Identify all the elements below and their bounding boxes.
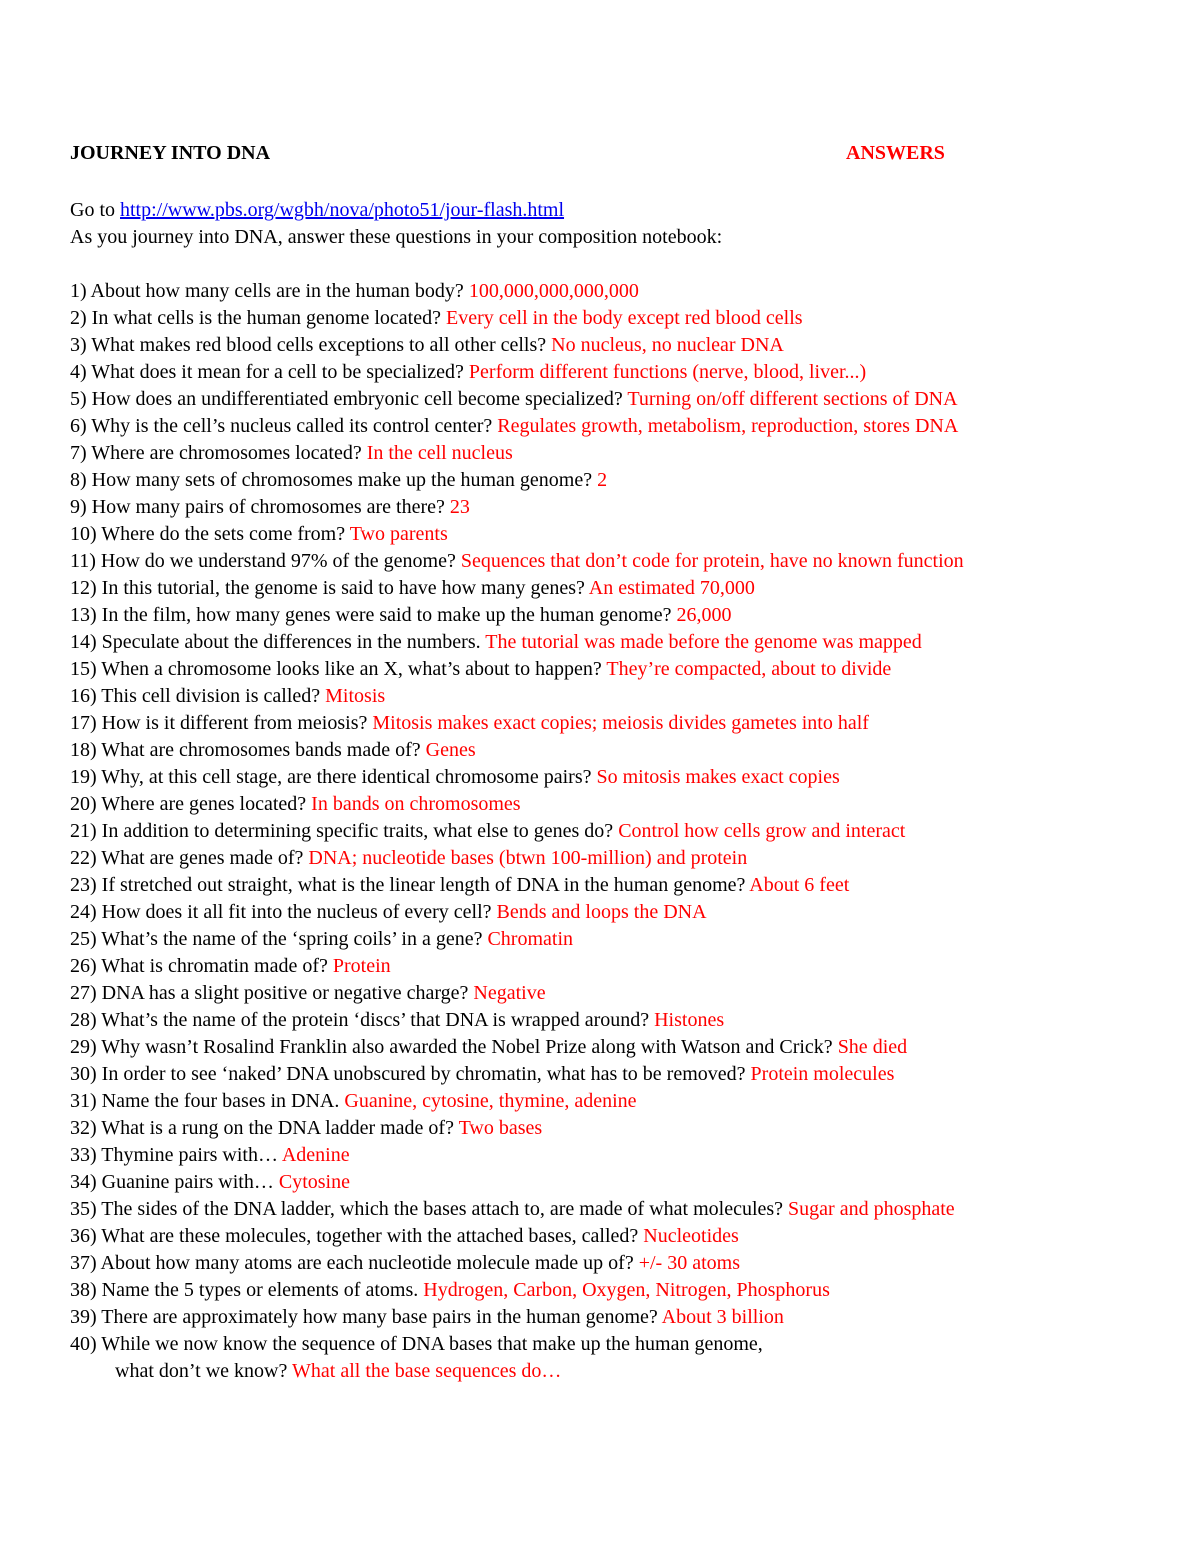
answer-text: 100,000,000,000,000 xyxy=(468,280,639,302)
question-text: 15) When a chromosome looks like an X, what’s about to happen? xyxy=(70,658,607,680)
answer-text: Protein molecules xyxy=(750,1063,895,1085)
worksheet-page xyxy=(70,142,1190,1385)
question-33 xyxy=(70,1142,1190,1169)
question-text: what don’t we know? xyxy=(115,1360,293,1382)
question-text: 9) How many pairs of chromosomes are there? xyxy=(70,496,450,518)
answer-text: +/- 30 atoms xyxy=(638,1252,740,1274)
question-text: 21) In addition to determining specific traits, what else to genes do? xyxy=(70,820,619,842)
question-text: 14) Speculate about the differences in the numbers. xyxy=(70,631,486,653)
answer-text: Negative xyxy=(473,982,546,1004)
question-text: 7) Where are chromosomes located? xyxy=(70,442,367,464)
question-text: 2) In what cells is the human genome located? xyxy=(70,307,446,329)
question-text: 5) How does an undifferentiated embryonic cell become specialized? xyxy=(70,388,628,410)
question-4 xyxy=(70,359,1190,386)
question-21 xyxy=(70,818,1190,845)
question-30 xyxy=(70,1061,1190,1088)
question-19 xyxy=(70,764,1190,791)
question-26 xyxy=(70,953,1190,980)
answer-text: Perform different functions (nerve, blood, liver...) xyxy=(468,361,867,383)
question-9 xyxy=(70,494,1190,521)
answer-text: 23 xyxy=(449,496,470,518)
intro xyxy=(70,197,1190,251)
answers-label: ANSWERS xyxy=(846,142,945,164)
answer-text: Regulates growth, metabolism, reproduction, stores DNA xyxy=(497,415,959,437)
question-text: 23) If stretched out straight, what is the linear length of DNA in the human genome? xyxy=(70,874,750,896)
answer-text: About 6 feet xyxy=(749,874,850,896)
answer-text: Sugar and phosphate xyxy=(788,1198,955,1220)
question-1 xyxy=(70,278,1190,305)
answer-text: 2 xyxy=(597,469,608,491)
answer-text: Every cell in the body except red blood cells xyxy=(446,307,803,329)
answer-text: Bends and loops the DNA xyxy=(496,901,707,923)
question-text: 18) What are chromosomes bands made of? xyxy=(70,739,426,761)
question-text: 30) In order to see ‘naked’ DNA unobscured by chromatin, what has to be removed? xyxy=(70,1063,751,1085)
question-text: 22) What are genes made of? xyxy=(70,847,309,869)
question-37 xyxy=(70,1250,1190,1277)
answer-text: Sequences that don’t code for protein, have no known function xyxy=(460,550,964,572)
question-6 xyxy=(70,413,1190,440)
question-text: 24) How does it all fit into the nucleus of every cell? xyxy=(70,901,497,923)
answer-text: No nucleus, no nuclear DNA xyxy=(551,334,784,356)
answer-text: Chromatin xyxy=(487,928,574,950)
question-text: 39) There are approximately how many base pairs in the human genome? xyxy=(70,1306,662,1328)
question-text: 40) While we now know the sequence of DNA bases that make up the human genome, xyxy=(70,1333,763,1355)
question-text: 35) The sides of the DNA ladder, which the bases attach to, are made of what molecules? xyxy=(70,1198,789,1220)
answer-text: Nucleotides xyxy=(643,1225,739,1247)
question-text: 6) Why is the cell’s nucleus called its control center? xyxy=(70,415,498,437)
question-16 xyxy=(70,683,1190,710)
answer-text: About 3 billion xyxy=(661,1306,784,1328)
answer-text: Genes xyxy=(425,739,476,761)
answer-text: The tutorial was made before the genome was mapped xyxy=(485,631,922,653)
answer-text: Two bases xyxy=(458,1117,543,1139)
worksheet-title: JOURNEY INTO DNA xyxy=(70,142,271,164)
question-23 xyxy=(70,872,1190,899)
question-text: 17) How is it different from meiosis? xyxy=(70,712,373,734)
question-31 xyxy=(70,1088,1190,1115)
question-text: 38) Name the 5 types or elements of atoms. xyxy=(70,1279,424,1301)
question-text: 36) What are these molecules, together with the attached bases, called? xyxy=(70,1225,644,1247)
question-15 xyxy=(70,656,1190,683)
question-36 xyxy=(70,1223,1190,1250)
question-11 xyxy=(70,548,1190,575)
question-text: 32) What is a rung on the DNA ladder made of? xyxy=(70,1117,459,1139)
question-text: 31) Name the four bases in DNA. xyxy=(70,1090,345,1112)
question-27 xyxy=(70,980,1190,1007)
question-continuation xyxy=(70,1358,1190,1385)
question-39 xyxy=(70,1304,1190,1331)
question-text: 29) Why wasn’t Rosalind Franklin also awarded the Nobel Prize along with Watson and Crick? xyxy=(70,1036,838,1058)
answer-text: She died xyxy=(837,1036,908,1058)
question-40 xyxy=(70,1331,1190,1385)
question-text: 11) How do we understand 97% of the genome? xyxy=(70,550,461,572)
answer-text: Protein xyxy=(332,955,391,977)
question-text: 3) What makes red blood cells exceptions to all other cells? xyxy=(70,334,552,356)
question-text: 37) About how many atoms are each nucleotide molecule made up of? xyxy=(70,1252,639,1274)
question-5 xyxy=(70,386,1190,413)
question-17 xyxy=(70,710,1190,737)
answer-text: 26,000 xyxy=(676,604,732,626)
question-2 xyxy=(70,305,1190,332)
answer-text: DNA; nucleotide bases (btwn 100-million) and protein xyxy=(308,847,748,869)
answer-text: So mitosis makes exact copies xyxy=(596,766,840,788)
answer-text: In the cell nucleus xyxy=(366,442,513,464)
answer-text: What all the base sequences do… xyxy=(292,1360,562,1382)
tutorial-link[interactable]: http://www.pbs.org/wgbh/nova/photo51/jour-flash.html xyxy=(120,199,565,221)
question-text: 8) How many sets of chromosomes make up the human genome? xyxy=(70,469,598,491)
answer-text: Turning on/off different sections of DNA xyxy=(627,388,958,410)
question-22 xyxy=(70,845,1190,872)
answer-text: They’re compacted, about to divide xyxy=(606,658,892,680)
question-8 xyxy=(70,467,1190,494)
question-text: 20) Where are genes located? xyxy=(70,793,312,815)
question-38 xyxy=(70,1277,1190,1304)
question-14 xyxy=(70,629,1190,656)
question-35 xyxy=(70,1196,1190,1223)
answer-text: Hydrogen, Carbon, Oxygen, Nitrogen, Phosphorus xyxy=(423,1279,830,1301)
question-28 xyxy=(70,1007,1190,1034)
answer-text: Mitosis makes exact copies; meiosis divides gametes into half xyxy=(372,712,869,734)
go-to-line xyxy=(70,197,1190,224)
answer-text: An estimated 70,000 xyxy=(588,577,755,599)
question-29 xyxy=(70,1034,1190,1061)
answer-text: In bands on chromosomes xyxy=(311,793,521,815)
question-10 xyxy=(70,521,1190,548)
answer-text: Control how cells grow and interact xyxy=(618,820,906,842)
answer-text: Mitosis xyxy=(325,685,386,707)
question-text: 13) In the film, how many genes were said to make up the human genome? xyxy=(70,604,677,626)
question-text: 27) DNA has a slight positive or negative charge? xyxy=(70,982,474,1004)
question-list xyxy=(70,278,1190,1385)
question-text: 4) What does it mean for a cell to be specialized? xyxy=(70,361,469,383)
answer-text: Two parents xyxy=(349,523,448,545)
question-13 xyxy=(70,602,1190,629)
question-7 xyxy=(70,440,1190,467)
question-34 xyxy=(70,1169,1190,1196)
question-18 xyxy=(70,737,1190,764)
answer-text: Cytosine xyxy=(278,1171,350,1193)
answer-text: Guanine, cytosine, thymine, adenine xyxy=(344,1090,637,1112)
question-24 xyxy=(70,899,1190,926)
answer-text: Adenine xyxy=(281,1144,350,1166)
question-text: 26) What is chromatin made of? xyxy=(70,955,333,977)
question-text: 25) What’s the name of the ‘spring coils’ in a gene? xyxy=(70,928,488,950)
title-row xyxy=(70,142,1190,170)
go-to-prefix: Go to xyxy=(70,199,120,221)
question-32 xyxy=(70,1115,1190,1142)
question-text: 19) Why, at this cell stage, are there identical chromosome pairs? xyxy=(70,766,597,788)
question-3 xyxy=(70,332,1190,359)
instructions: As you journey into DNA, answer these questions in your composition notebook: xyxy=(70,226,723,248)
question-20 xyxy=(70,791,1190,818)
question-25 xyxy=(70,926,1190,953)
question-12 xyxy=(70,575,1190,602)
question-text: 28) What’s the name of the protein ‘discs’ that DNA is wrapped around? xyxy=(70,1009,655,1031)
question-text: 10) Where do the sets come from? xyxy=(70,523,350,545)
question-text: 16) This cell division is called? xyxy=(70,685,326,707)
question-text: 1) About how many cells are in the human body? xyxy=(70,280,469,302)
answer-text: Histones xyxy=(654,1009,725,1031)
question-text: 34) Guanine pairs with… xyxy=(70,1171,279,1193)
question-text: 33) Thymine pairs with… xyxy=(70,1144,282,1166)
question-text: 12) In this tutorial, the genome is said to have how many genes? xyxy=(70,577,589,599)
